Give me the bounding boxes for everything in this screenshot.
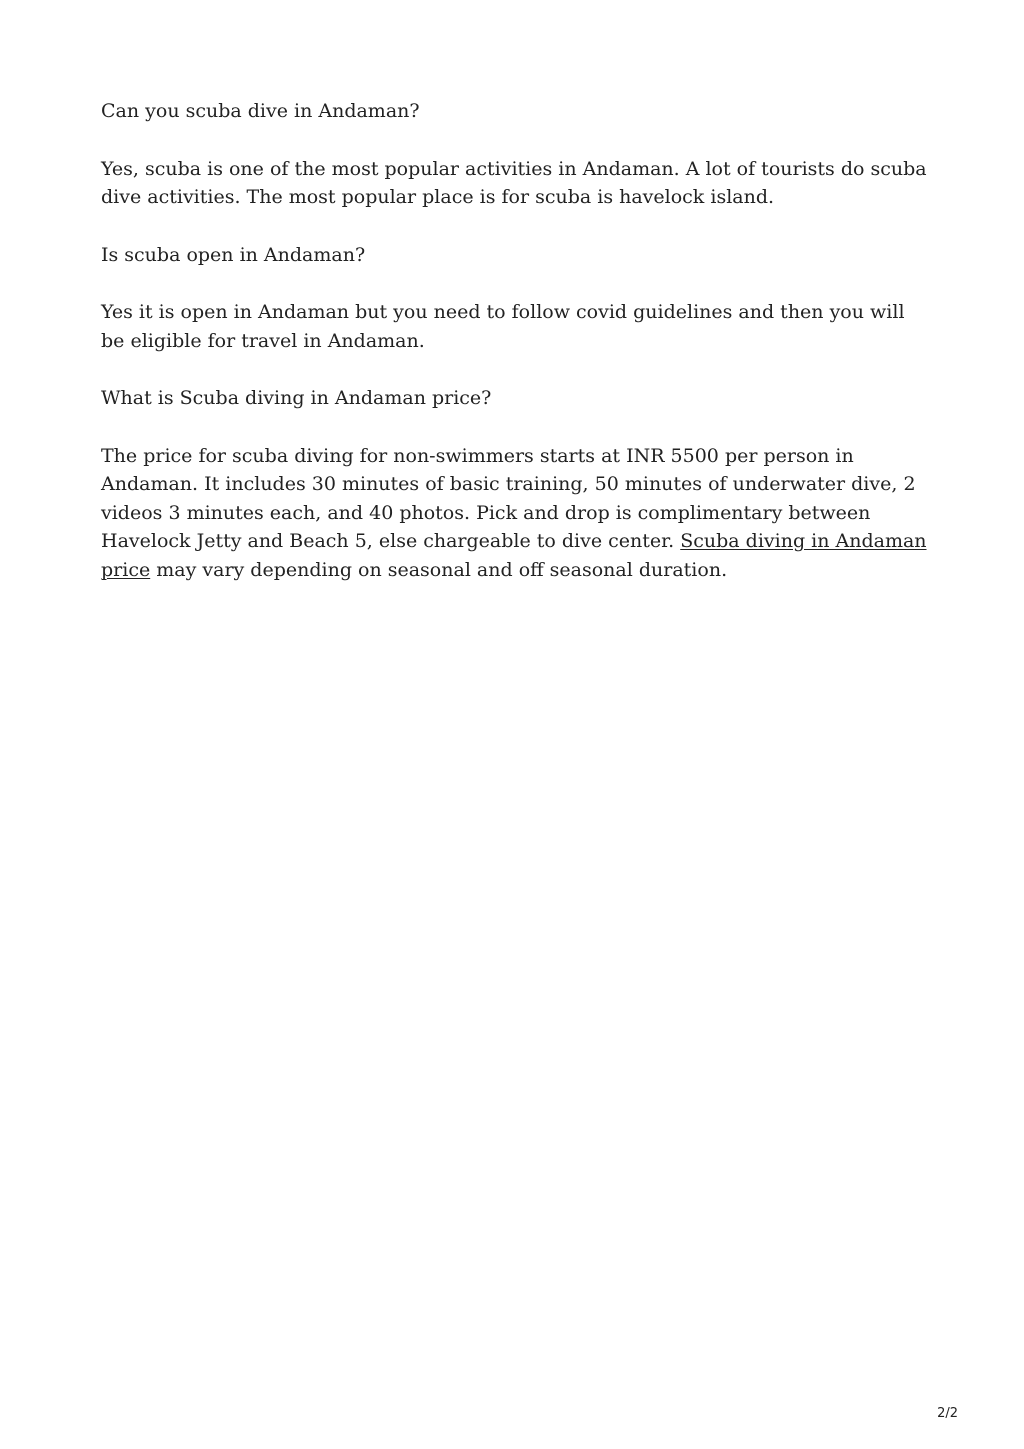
page-content xyxy=(101,97,931,613)
faq-answer-2: Yes it is open in Andaman but you need to follow covid guidelines and then you will be eligible for travel in Andaman. xyxy=(101,301,905,352)
faq-question-1: Can you scuba dive in Andaman? xyxy=(101,100,420,122)
faq-question-3: What is Scuba diving in Andaman price? xyxy=(101,387,492,409)
faq-question-2: Is scuba open in Andaman? xyxy=(101,243,366,266)
page-number: 2/2 xyxy=(937,1406,958,1421)
faq-answer-3-text-start: The price for scuba diving for non-swimmers starts at INR 5500 per person in Andaman. It includes 30 minutes of basic training, 50 minutes of underwater dive, 2 videos 3 minutes each, and 40 photos. Pick and drop is complimentary between Havelock Jetty and Beach 5, else chargeable to dive center. xyxy=(101,444,916,552)
faq-answer-3 xyxy=(101,442,931,585)
scuba-price-link[interactable]: Scuba diving in Andaman price xyxy=(101,530,927,581)
faq-answer-1: Yes, scuba is one of the most popular activities in Andaman. A lot of tourists do scuba dive activities. The most popular place is for scuba is havelock island. xyxy=(101,157,927,208)
faq-answer-3-text-end: may vary depending on seasonal and off seasonal duration. xyxy=(150,558,728,581)
